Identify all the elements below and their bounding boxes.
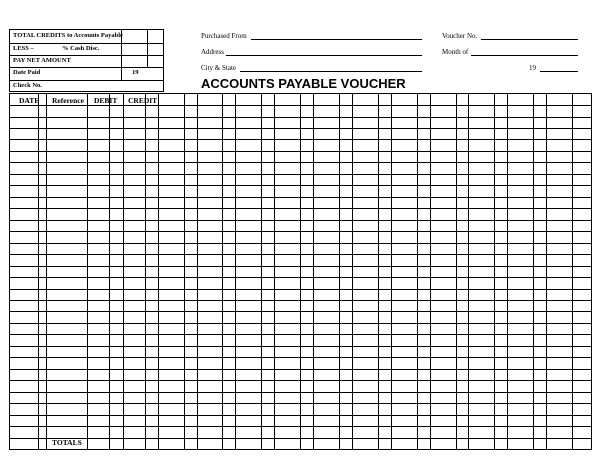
column-rule xyxy=(391,94,392,449)
summary-box xyxy=(9,29,164,92)
date-header: DATE xyxy=(19,96,40,105)
ledger-table xyxy=(9,93,592,450)
cents-rule xyxy=(339,94,340,449)
cents-rule xyxy=(109,94,110,449)
column-rule xyxy=(313,94,314,449)
month-of-field[interactable] xyxy=(471,55,578,56)
column-rule xyxy=(87,94,88,449)
cents-rule xyxy=(222,94,223,449)
cents-rule xyxy=(378,94,379,449)
purchased-from-label: Purchased From xyxy=(201,32,247,40)
cents-rule xyxy=(261,94,262,449)
cents-rule xyxy=(456,94,457,449)
cents-rule xyxy=(417,94,418,449)
column-rule xyxy=(352,94,353,449)
cents-rule xyxy=(300,94,301,449)
credit-header: CREDIT xyxy=(128,96,158,105)
date-paid-label: Date Paid xyxy=(13,69,41,76)
cents-rule xyxy=(184,94,185,449)
voucher-no-label: Voucher No. xyxy=(442,32,478,40)
column-rule xyxy=(468,94,469,449)
cents-rule xyxy=(494,94,495,449)
column-rule xyxy=(507,94,508,449)
pay-net-amount-label: PAY NET AMOUNT xyxy=(13,57,71,64)
reference-header: Reference xyxy=(52,96,84,105)
voucher-no-field[interactable] xyxy=(481,39,578,40)
page-title: ACCOUNTS PAYABLE VOUCHER xyxy=(201,76,406,91)
column-rule xyxy=(430,94,431,449)
address-field[interactable] xyxy=(226,55,422,56)
column-rule xyxy=(197,94,198,449)
column-rule xyxy=(546,94,547,449)
total-credits-label: TOTAL CREDITS to Accounts Payable xyxy=(13,32,123,39)
column-rule xyxy=(235,94,236,449)
city-state-label: City & State xyxy=(201,64,236,72)
cents-rule xyxy=(572,94,573,449)
less-label: LESS – xyxy=(13,45,34,52)
purchased-from-field[interactable] xyxy=(251,39,422,40)
year-field[interactable] xyxy=(540,71,578,72)
cents-rule xyxy=(145,94,146,449)
column-rule xyxy=(38,94,39,449)
column-rule xyxy=(274,94,275,449)
totals-label: TOTALS xyxy=(52,438,82,447)
debit-header: DEBIT xyxy=(94,96,118,105)
column-rule xyxy=(123,94,124,449)
year-prefix: 19 xyxy=(529,64,536,72)
date-paid-year: 19 xyxy=(132,69,139,76)
column-rule xyxy=(158,94,159,449)
check-no-label: Check No. xyxy=(13,82,42,89)
cents-rule xyxy=(533,94,534,449)
month-of-label: Month of xyxy=(442,48,469,56)
column-rule xyxy=(46,94,47,449)
address-label: Address xyxy=(201,48,224,56)
cash-disc-label: % Cash Disc. xyxy=(62,45,100,52)
city-state-field[interactable] xyxy=(240,71,422,72)
